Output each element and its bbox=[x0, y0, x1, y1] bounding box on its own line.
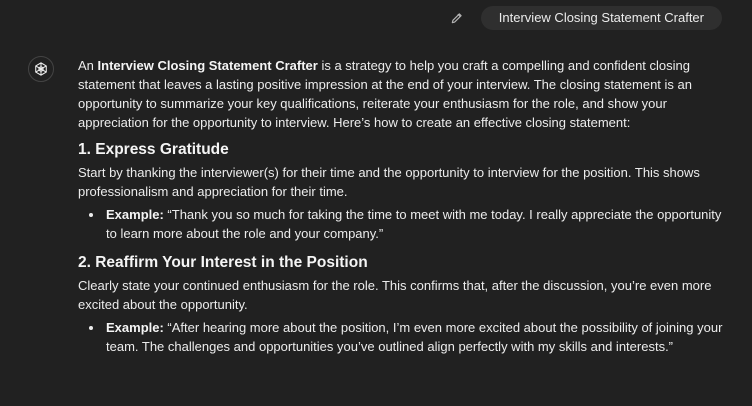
assistant-message bbox=[78, 56, 726, 356]
example-text: “After hearing more about the position, I’m even more excited about the possibility of joining your team. The challenges and opportunities you’ve outlined align perfectly with my skills and interests.” bbox=[106, 320, 723, 354]
openai-logo-icon bbox=[28, 56, 54, 82]
section-body-gratitude: Start by thanking the interviewer(s) for their time and the opportunity to interview for the position. This shows professionalism and appreciation for their time. bbox=[78, 165, 700, 199]
section-body-interest: Clearly state your continued enthusiasm for the role. This confirms that, after the discussion, you’re even more excited about the opportunity. bbox=[78, 278, 712, 312]
user-message-bubble: Interview Closing Statement Crafter bbox=[481, 6, 722, 30]
section-heading-gratitude: 1. Express Gratitude bbox=[78, 141, 229, 158]
list-item bbox=[78, 318, 726, 356]
example-list-interest bbox=[78, 318, 726, 356]
example-label: Example: bbox=[106, 207, 164, 222]
section-heading-interest: 2. Reaffirm Your Interest in the Position bbox=[78, 254, 368, 271]
user-message-row bbox=[449, 6, 722, 30]
intro-bold-term: Interview Closing Statement Crafter bbox=[97, 58, 318, 73]
example-label: Example: bbox=[106, 320, 164, 335]
intro-paragraph bbox=[78, 56, 726, 132]
intro-text: is a strategy to help you craft a compelling and confident closing statement that leaves a lasting positive impression at the end of your interview. The closing statement is an opportunity to summarize your key qualifications, reiterate your enthusiasm for the role, and show your appreciation for the opportunity to interview. Here’s how to create an effective closing statement: bbox=[78, 58, 692, 130]
list-item bbox=[78, 205, 726, 243]
example-text: “Thank you so much for taking the time to meet with me today. I really appreciate the opportunity to learn more about the role and your company.” bbox=[106, 207, 722, 241]
pencil-icon[interactable] bbox=[449, 10, 465, 26]
example-list-gratitude bbox=[78, 205, 726, 243]
intro-prefix: An bbox=[78, 58, 98, 73]
